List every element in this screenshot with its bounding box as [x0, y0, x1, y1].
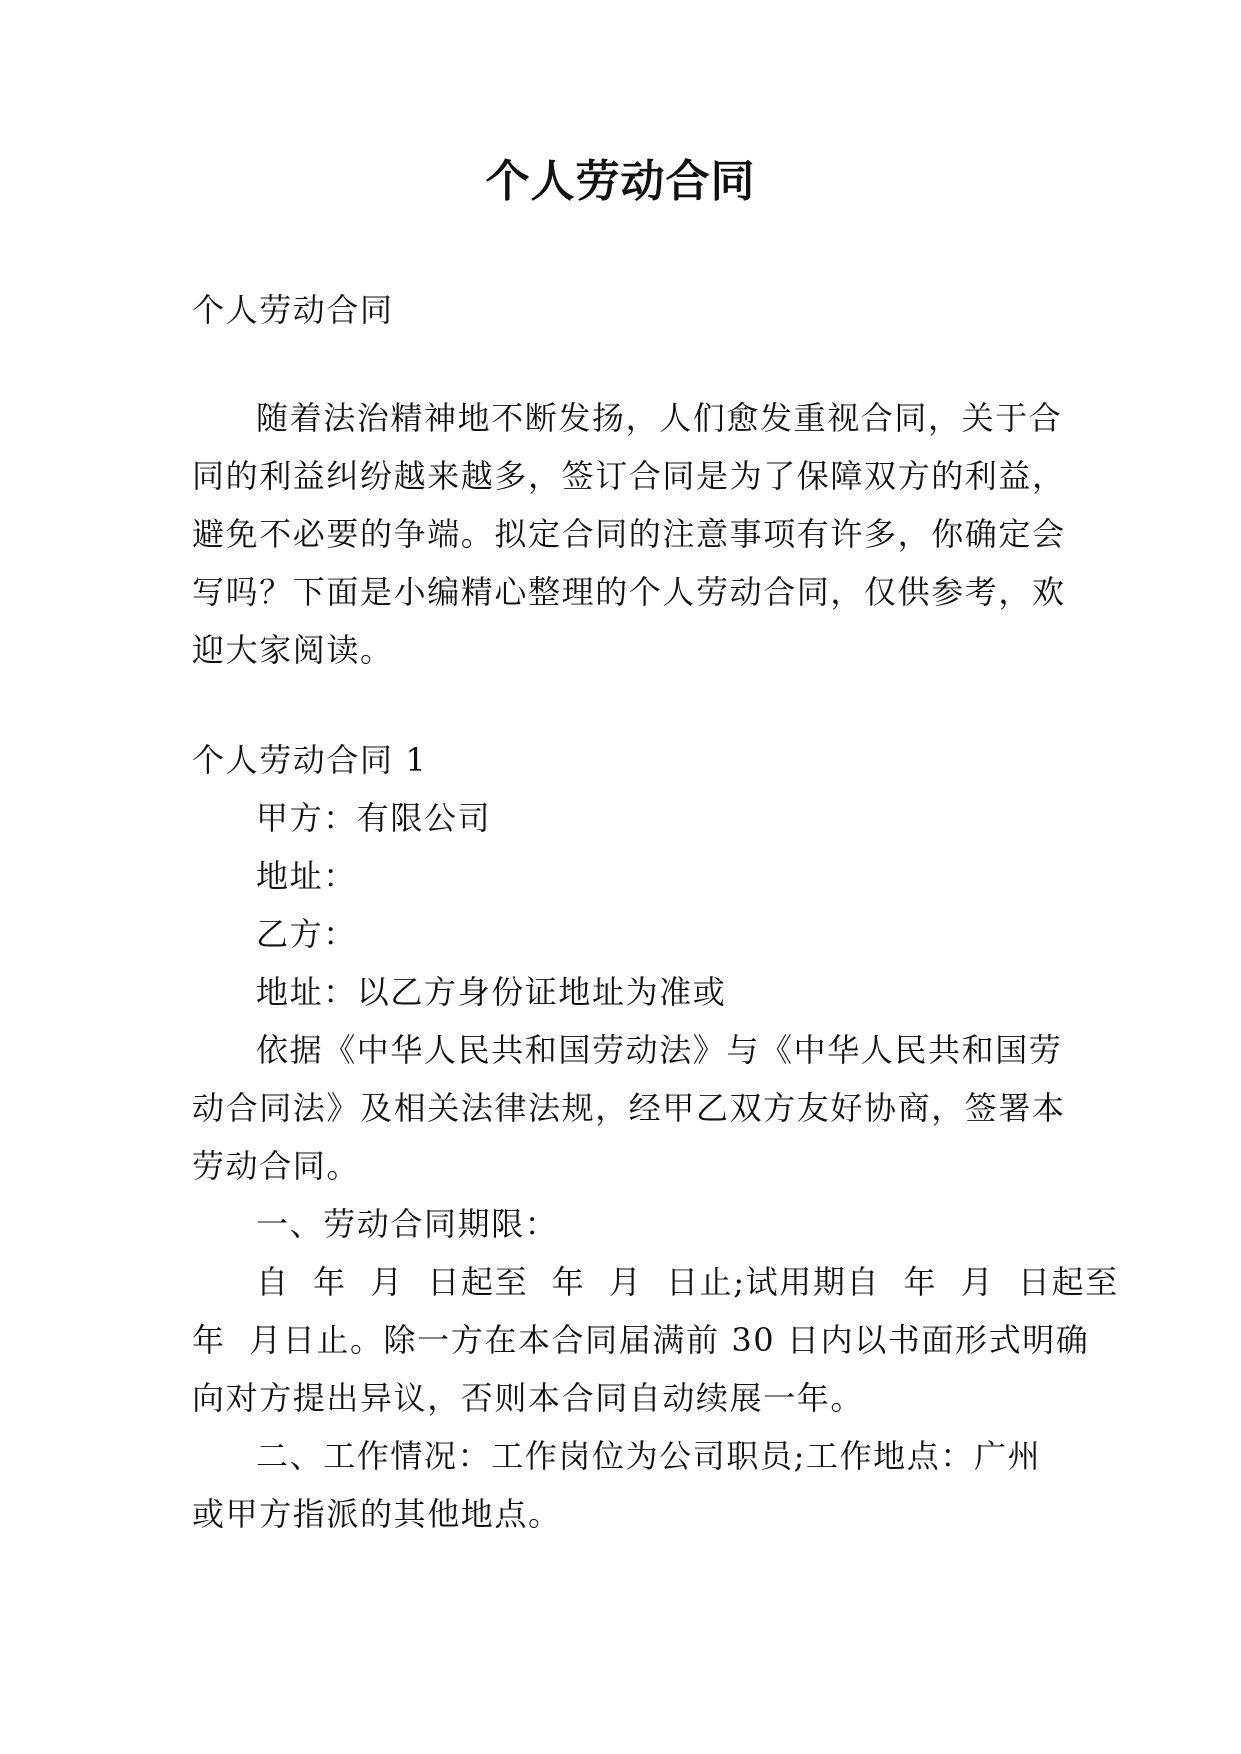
clause-2-line-1: 二、工作情况：工作岗位为公司职员;工作地点：广州 [256, 1437, 1042, 1475]
basis-line-1: 依据《中华人民共和国劳动法》与《中华人民共和国劳 [256, 1031, 1063, 1069]
address-a: 地址： [256, 857, 357, 895]
intro-line-2: 同的利益纠纷越来越多，签订合同是为了保障双方的利益， [192, 457, 1066, 495]
address-b: 地址：以乙方身份证地址为准或 [256, 973, 727, 1011]
clause-1-line-2: 年 月日止。除一方在本合同届满前 30 日内以书面形式明确 [192, 1321, 1090, 1359]
party-b: 乙方： [256, 915, 357, 953]
intro-line-4: 写吗？下面是小编精心整理的个人劳动合同，仅供参考，欢 [192, 573, 1066, 611]
basis-line-2: 动合同法》及相关法律法规，经甲乙双方友好协商，签署本 [192, 1089, 1066, 1127]
intro-line-3: 避免不必要的争端。拟定合同的注意事项有许多，你确定会 [192, 515, 1066, 553]
basis-line-3: 劳动合同。 [192, 1147, 361, 1185]
clause-1-title: 一、劳动合同期限： [256, 1205, 559, 1243]
clause-2-line-2: 或甲方指派的其他地点。 [192, 1495, 562, 1533]
clause-1-line-1: 自 年 月 日起至 年 月 日止;试用期自 年 月 日起至 [256, 1263, 1119, 1301]
intro-line-1: 随着法治精神地不断发扬，人们愈发重视合同，关于合 [256, 399, 1063, 437]
intro-line-5: 迎大家阅读。 [192, 631, 394, 669]
document-heading: 个人劳动合同 [192, 291, 394, 329]
section-heading: 个人劳动合同 1 [192, 741, 428, 779]
party-a: 甲方：有限公司 [256, 799, 492, 837]
document-title: 个人劳动合同 [485, 156, 756, 207]
clause-1-line-3: 向对方提出异议，否则本合同自动续展一年。 [192, 1379, 865, 1417]
